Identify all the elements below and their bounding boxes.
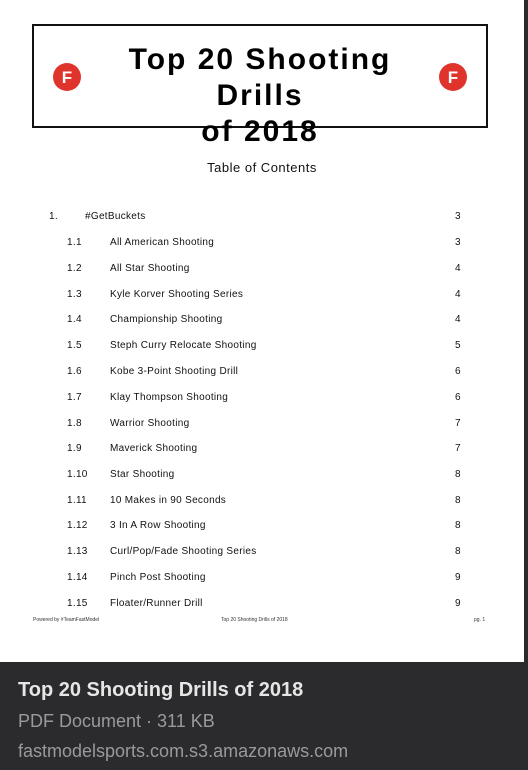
toc-entry-label: 10 Makes in 90 Seconds	[110, 495, 227, 506]
file-source-link[interactable]: fastmodelsports.com.s3.amazonaws.com	[18, 741, 349, 761]
toc-entry	[0, 263, 524, 279]
toc-entry	[0, 211, 524, 227]
toc-entry	[0, 289, 524, 305]
page-footer	[0, 617, 524, 627]
footer-page-number: pg. 1	[474, 617, 486, 623]
toc-entry	[0, 520, 524, 536]
toc-entry-page: 4	[455, 263, 461, 274]
toc-entry-number: 1.15	[67, 598, 88, 609]
toc-entry-number: 1.14	[67, 572, 88, 583]
toc-entry-page: 8	[455, 546, 461, 557]
footer-left-text: Powered by #TeamFastModel	[33, 617, 100, 623]
file-type-size: PDF Document · 311 KB	[18, 711, 215, 731]
toc-entry-number: 1.7	[67, 392, 82, 403]
toc-entry-label: Kyle Korver Shooting Series	[110, 289, 244, 300]
toc-entry-label: Klay Thompson Shooting	[110, 392, 229, 403]
toc-entry-number: 1.2	[67, 263, 82, 274]
toc-entry	[0, 443, 524, 459]
toc-entry	[0, 546, 524, 562]
toc-entry-number: 1.10	[67, 469, 88, 480]
document-title-line2: of 2018	[201, 115, 319, 148]
toc-entry-page: 9	[455, 572, 461, 583]
toc-entry-label: All American Shooting	[110, 237, 215, 248]
toc-entry-number: 1.13	[67, 546, 88, 557]
footer-center-text: Top 20 Shooting Drills of 2018	[221, 617, 288, 623]
toc-entry-number: 1.	[49, 211, 58, 222]
toc-entry-label: #GetBuckets	[85, 211, 146, 222]
toc-entry-number: 1.5	[67, 340, 82, 351]
fastmodel-logo-icon	[438, 62, 468, 92]
toc-entry-label: 3 In A Row Shooting	[110, 520, 206, 531]
toc-entry-page: 5	[455, 340, 461, 351]
toc-entry	[0, 418, 524, 434]
toc-entry	[0, 392, 524, 408]
toc-entry-number: 1.8	[67, 418, 82, 429]
toc-entry-label: Maverick Shooting	[110, 443, 198, 454]
toc-entry-page: 8	[455, 495, 461, 506]
toc-entry-number: 1.11	[67, 495, 87, 506]
document-title-line1: Top 20 Shooting Drills	[128, 43, 392, 112]
toc-entry-page: 3	[455, 237, 461, 248]
toc-entry-page: 7	[455, 443, 461, 454]
toc-entry-page: 7	[455, 418, 461, 429]
toc-heading: Table of Contents	[207, 160, 317, 175]
toc-entry	[0, 237, 524, 253]
toc-entry-number: 1.1	[67, 237, 82, 248]
toc-entry-page: 6	[455, 392, 461, 403]
file-info-panel	[18, 676, 518, 766]
toc-entry-label: Championship Shooting	[110, 314, 223, 325]
title-banner	[32, 24, 488, 148]
toc-entry	[0, 598, 524, 614]
toc-entry-label: Star Shooting	[110, 469, 175, 480]
toc-entry-label: Floater/Runner Drill	[110, 598, 203, 609]
svg-text:F: F	[447, 68, 459, 87]
toc-entry-number: 1.6	[67, 366, 82, 377]
toc-entry-label: All Star Shooting	[110, 263, 190, 274]
toc-entry-label: Steph Curry Relocate Shooting	[110, 340, 257, 351]
fastmodel-logo-icon	[52, 62, 82, 92]
toc-entry-label: Pinch Post Shooting	[110, 572, 206, 583]
toc-entry	[0, 366, 524, 382]
toc-entry-label: Kobe 3-Point Shooting Drill	[110, 366, 239, 377]
toc-entry-page: 9	[455, 598, 461, 609]
toc-entry	[0, 340, 524, 356]
toc-entry-number: 1.4	[67, 314, 82, 325]
toc-entry-page: 8	[455, 469, 461, 480]
toc-entry	[0, 314, 524, 330]
toc-entry-number: 1.3	[67, 289, 82, 300]
toc-entry-number: 1.12	[67, 520, 88, 531]
toc-entry-page: 4	[455, 314, 461, 325]
svg-text:F: F	[61, 68, 73, 87]
toc-entry	[0, 572, 524, 588]
file-title[interactable]: Top 20 Shooting Drills of 2018	[18, 679, 304, 701]
toc-entry-page: 4	[455, 289, 461, 300]
toc-entry-page: 3	[455, 211, 461, 222]
toc-entry	[0, 495, 524, 511]
toc-entry-page: 8	[455, 520, 461, 531]
toc-entry-number: 1.9	[67, 443, 82, 454]
document-title	[94, 42, 426, 150]
toc-entry-label: Warrior Shooting	[110, 418, 190, 429]
toc-entry-label: Curl/Pop/Fade Shooting Series	[110, 546, 257, 557]
toc-entry	[0, 469, 524, 485]
toc-entry-page: 6	[455, 366, 461, 377]
